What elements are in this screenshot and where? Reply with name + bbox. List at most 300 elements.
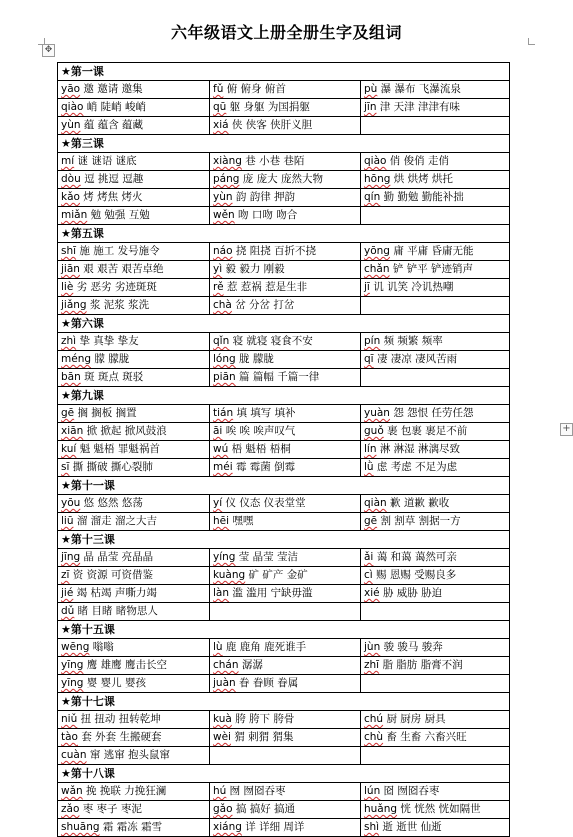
vocab-cell xyxy=(361,585,510,603)
vocab-cell xyxy=(210,567,361,585)
vocab-cell xyxy=(58,747,210,765)
table-row xyxy=(58,495,510,513)
pinyin: cuàn xyxy=(61,749,87,761)
vocab-cell xyxy=(58,585,210,603)
pinyin: gǎo xyxy=(213,803,233,815)
vocab-cell xyxy=(58,153,210,171)
pinyin: xié xyxy=(364,587,380,599)
lesson-header-row xyxy=(58,135,510,153)
character-words: 眷 眷顾 眷属 xyxy=(239,677,299,689)
pinyin: bān xyxy=(61,371,81,383)
vocab-cell xyxy=(361,441,510,459)
pinyin: dǔ xyxy=(61,605,75,617)
document-title: 六年级语文上册全册生字及组词 xyxy=(170,23,402,42)
character-words: 资 资源 可资借鉴 xyxy=(72,569,153,581)
lesson-header-row xyxy=(58,693,510,711)
vocab-cell xyxy=(361,549,510,567)
vocab-cell xyxy=(210,81,361,99)
character-words: 鹿 鹿角 鹿死谁手 xyxy=(225,641,307,653)
vocab-cell xyxy=(58,549,210,567)
character-words: 竭 枯竭 声嘶力竭 xyxy=(76,587,157,599)
table-row xyxy=(58,207,510,225)
table-row xyxy=(58,441,510,459)
vocab-cell xyxy=(361,351,510,369)
vocab-cell xyxy=(58,567,210,585)
lesson-header-row xyxy=(58,315,510,333)
vocab-cell xyxy=(361,729,510,747)
pinyin: kuí xyxy=(61,443,77,455)
vocab-cell xyxy=(361,81,510,99)
vocab-cell xyxy=(58,675,210,693)
vocab-cell xyxy=(361,513,510,531)
vocab-cell xyxy=(58,603,210,621)
pinyin: tào xyxy=(61,731,78,743)
pinyin: zhì xyxy=(61,335,77,347)
pinyin: gē xyxy=(364,515,378,527)
vocab-cell xyxy=(210,729,361,747)
character-words: 鹰 雄鹰 鹰击长空 xyxy=(86,659,167,671)
table-row xyxy=(58,297,510,315)
character-words: 怨 怨恨 任劳任怨 xyxy=(393,407,474,419)
pinyin: yōu xyxy=(61,497,81,509)
vocab-cell xyxy=(361,279,510,297)
lesson-heading: ★第十五课 xyxy=(58,621,510,639)
vocab-cell xyxy=(361,459,510,477)
vocab-cell xyxy=(210,675,361,693)
character-words: 邀 邀请 邀集 xyxy=(83,83,143,95)
vocab-cell xyxy=(210,261,361,279)
vocab-cell xyxy=(58,243,210,261)
pinyin: zhī xyxy=(364,659,380,671)
character-words: 畜 生畜 六畜兴旺 xyxy=(386,731,467,743)
pinyin: yí xyxy=(213,497,223,509)
vocab-cell xyxy=(361,603,510,621)
pinyin: qī xyxy=(364,353,374,365)
character-words: 胯 胯下 胯骨 xyxy=(235,713,295,725)
lesson-header-row xyxy=(58,387,510,405)
vocab-cell xyxy=(361,207,510,225)
table-row xyxy=(58,711,510,729)
character-words: 详 详细 周详 xyxy=(245,821,305,833)
pinyin: wèi xyxy=(213,731,231,743)
character-words: 勤 勤勉 勤能补拙 xyxy=(383,191,464,203)
pinyin: làn xyxy=(213,587,230,599)
character-words: 施 施工 发号施令 xyxy=(79,245,160,257)
vocab-cell xyxy=(210,639,361,657)
vocab-cell xyxy=(58,351,210,369)
character-words: 填 填写 填补 xyxy=(236,407,296,419)
vocab-cell xyxy=(210,189,361,207)
character-words: 淋 淋湿 淋漓尽致 xyxy=(379,443,461,455)
table-row xyxy=(58,549,510,567)
pinyin: yì xyxy=(213,263,223,275)
table-row xyxy=(58,747,510,765)
vocab-cell xyxy=(361,675,510,693)
vocab-cell xyxy=(361,171,510,189)
character-words: 挠 阻挠 百折不挠 xyxy=(235,245,317,257)
table-row xyxy=(58,585,510,603)
vocab-cell xyxy=(361,333,510,351)
pinyin: wǎn xyxy=(61,785,83,797)
character-words: 莹 晶莹 莹洁 xyxy=(238,551,298,563)
table-row xyxy=(58,333,510,351)
table-row xyxy=(58,459,510,477)
character-words: 俯 俯身 俯首 xyxy=(226,83,286,95)
pinyin: xiá xyxy=(213,119,229,131)
pinyin: jié xyxy=(61,587,74,599)
pinyin: liè xyxy=(61,281,74,293)
character-words: 朦 朦胧 xyxy=(94,353,130,365)
pinyin: huǎng xyxy=(364,803,398,815)
vocab-cell xyxy=(361,117,510,135)
pinyin: qiàn xyxy=(364,497,387,509)
pinyin: niǔ xyxy=(61,713,78,725)
pinyin: miǎn xyxy=(61,209,88,221)
table-row xyxy=(58,243,510,261)
vocab-cell xyxy=(210,207,361,225)
character-words: 搁 搁板 搁置 xyxy=(77,407,137,419)
pinyin: chú xyxy=(364,713,384,725)
vocab-cell xyxy=(361,369,510,387)
pinyin: jiān xyxy=(61,263,80,275)
character-words: 蕴 蕴含 蕴藏 xyxy=(83,119,144,131)
vocab-cell xyxy=(58,459,210,477)
pinyin: zǎo xyxy=(61,803,80,815)
vocab-cell xyxy=(210,333,361,351)
character-words: 逗 挑逗 逗趣 xyxy=(84,173,144,185)
pinyin: qiào xyxy=(61,101,84,113)
character-words: 魁 魁梧 罪魁祸首 xyxy=(79,443,160,455)
pinyin: qǐn xyxy=(213,335,230,347)
vocab-cell xyxy=(210,657,361,675)
vocab-cell xyxy=(361,405,510,423)
vocab-cell xyxy=(58,495,210,513)
table-row xyxy=(58,369,510,387)
pinyin: lǜ xyxy=(364,461,374,473)
character-words: 勉 勉强 互勉 xyxy=(90,209,150,221)
character-words: 谜 谜语 谜底 xyxy=(77,155,137,167)
pinyin: qín xyxy=(364,191,381,203)
character-words: 猬 刺猬 猬集 xyxy=(234,731,294,743)
vocab-cell xyxy=(361,711,510,729)
pinyin: chǎn xyxy=(364,263,390,275)
character-words: 掀 掀起 掀风鼓浪 xyxy=(86,425,167,437)
lesson-heading: ★第十八课 xyxy=(58,765,510,783)
pinyin: jī xyxy=(364,281,370,293)
vocab-cell xyxy=(361,153,510,171)
table-row xyxy=(58,513,510,531)
table-row xyxy=(58,567,510,585)
character-words: 骏 骏马 骏奔 xyxy=(383,641,443,653)
pinyin: shī xyxy=(61,245,77,257)
vocab-cell xyxy=(58,297,210,315)
vocab-cell xyxy=(58,99,210,117)
character-words: 唉 唉 唉声叹气 xyxy=(225,425,296,437)
lesson-heading: ★第五课 xyxy=(58,225,510,243)
character-words: 婴 婴儿 婴孩 xyxy=(86,677,146,689)
table-row xyxy=(58,783,510,801)
table-row xyxy=(58,99,510,117)
vocab-cell xyxy=(210,711,361,729)
vocab-cell xyxy=(58,117,210,135)
pinyin: wēng xyxy=(61,641,90,653)
vocab-cell xyxy=(210,99,361,117)
pinyin: shuāng xyxy=(61,821,100,833)
table-row xyxy=(58,819,510,837)
character-words: 挽 挽联 力挽狂澜 xyxy=(86,785,167,797)
character-words: 梧 魁梧 梧桐 xyxy=(231,443,291,455)
table-row xyxy=(58,81,510,99)
character-words: 庸 平庸 昏庸无能 xyxy=(393,245,474,257)
character-words: 赐 恩赐 受赐良多 xyxy=(376,569,457,581)
pinyin: méng xyxy=(61,353,92,365)
character-words: 歉 道歉 歉收 xyxy=(390,497,450,509)
character-words: 霉 霉菌 倒霉 xyxy=(235,461,296,473)
character-words: 套 外套 生搬硬套 xyxy=(81,731,162,743)
character-words: 仪 仪态 仪表堂堂 xyxy=(225,497,306,509)
pinyin: pù xyxy=(364,83,378,95)
pinyin: méi xyxy=(213,461,233,473)
pinyin: yōng xyxy=(364,245,390,257)
character-words: 嗡嗡 xyxy=(92,641,114,653)
vocab-cell xyxy=(361,639,510,657)
vocab-cell xyxy=(210,405,361,423)
lesson-heading: ★第十七课 xyxy=(58,693,510,711)
pinyin: yuàn xyxy=(364,407,390,419)
table-row xyxy=(58,261,510,279)
vocab-cell xyxy=(58,261,210,279)
pinyin: xiān xyxy=(61,425,84,437)
vocab-cell xyxy=(58,441,210,459)
character-words: 搞 搞好 搞通 xyxy=(235,803,296,815)
lesson-heading: ★第三课 xyxy=(58,135,510,153)
table-row xyxy=(58,171,510,189)
character-words: 嘿嘿 xyxy=(232,515,254,527)
vocab-cell xyxy=(58,189,210,207)
vocab-cell xyxy=(361,99,510,117)
vocab-cell xyxy=(58,711,210,729)
vocab-cell xyxy=(58,423,210,441)
vocab-cell xyxy=(58,729,210,747)
table-row xyxy=(58,675,510,693)
pinyin: yīng xyxy=(61,677,84,689)
vocab-cell xyxy=(58,639,210,657)
pinyin: pín xyxy=(364,335,381,347)
pinyin: gē xyxy=(61,407,75,419)
character-words: 割 割草 割据一方 xyxy=(380,515,461,527)
character-words: 厨 厨房 厨具 xyxy=(386,713,446,725)
lesson-heading: ★第九课 xyxy=(58,387,510,405)
pinyin: lù xyxy=(213,641,223,653)
vocab-cell xyxy=(210,297,361,315)
vocab-cell xyxy=(361,783,510,801)
character-words: 滥 滥用 宁缺毋滥 xyxy=(232,587,313,599)
vocab-cell xyxy=(58,207,210,225)
pinyin: qū xyxy=(213,101,227,113)
pinyin: hēi xyxy=(213,515,230,527)
character-words: 悠 悠然 悠荡 xyxy=(83,497,143,509)
character-words: 躯 身躯 为国捐躯 xyxy=(229,101,310,113)
vocab-cell xyxy=(210,423,361,441)
vocab-cell xyxy=(58,513,210,531)
character-words: 烘 烘烤 烘托 xyxy=(393,173,453,185)
character-words: 俏 俊俏 走俏 xyxy=(389,155,449,167)
pinyin: yīng xyxy=(61,659,84,671)
vocab-cell xyxy=(210,549,361,567)
character-words: 凄 凄凉 凄风苦雨 xyxy=(376,353,458,365)
character-words: 胧 朦胧 xyxy=(239,353,274,365)
table-row xyxy=(58,639,510,657)
character-words: 庞 庞大 庞然大物 xyxy=(242,173,323,185)
character-words: 瀑 瀑布 飞瀑流泉 xyxy=(380,83,461,95)
lesson-heading: ★第十三课 xyxy=(58,531,510,549)
character-words: 峭 陡峭 峻峭 xyxy=(86,101,146,113)
character-words: 韵 韵律 押韵 xyxy=(235,191,296,203)
pinyin: shì xyxy=(364,821,380,833)
pinyin: sī xyxy=(61,461,70,473)
table-row xyxy=(58,405,510,423)
pinyin: piān xyxy=(213,371,236,383)
vocab-cell xyxy=(210,117,361,135)
pinyin: kuà xyxy=(213,713,232,725)
character-words: 艰 艰苦 艰苦卓绝 xyxy=(83,263,164,275)
pinyin: tián xyxy=(213,407,234,419)
vocab-cell xyxy=(361,495,510,513)
character-words: 胁 威胁 胁迫 xyxy=(382,587,443,599)
table-row xyxy=(58,117,510,135)
character-words: 恍 恍然 恍如隔世 xyxy=(400,803,481,815)
vocab-cell xyxy=(58,333,210,351)
pinyin: qiào xyxy=(364,155,387,167)
pinyin: zī xyxy=(61,569,70,581)
vocab-cell xyxy=(210,171,361,189)
vocab-cell xyxy=(210,279,361,297)
pinyin: wěn xyxy=(213,209,235,221)
character-words: 枣 枣子 枣泥 xyxy=(82,803,142,815)
table-row xyxy=(58,189,510,207)
pinyin: chán xyxy=(213,659,239,671)
vocab-cell xyxy=(210,441,361,459)
pinyin: kǎo xyxy=(61,191,80,203)
pinyin: páng xyxy=(213,173,240,185)
vocab-cell xyxy=(58,369,210,387)
pinyin: guǒ xyxy=(364,425,384,437)
pinyin: chù xyxy=(364,731,384,743)
vocab-cell xyxy=(58,279,210,297)
pinyin: rě xyxy=(213,281,224,293)
character-words: 浆 泥浆 浆洗 xyxy=(89,299,150,311)
vocab-cell xyxy=(361,297,510,315)
pinyin: wú xyxy=(213,443,229,455)
vocab-cell xyxy=(210,603,361,621)
pinyin: kuàng xyxy=(213,569,246,581)
table-row xyxy=(58,351,510,369)
vocab-cell xyxy=(210,369,361,387)
character-words: 扭 扭动 扭转乾坤 xyxy=(80,713,161,725)
table-row xyxy=(58,729,510,747)
table-row xyxy=(58,279,510,297)
vocab-cell xyxy=(210,585,361,603)
character-words: 惹 惹祸 惹是生非 xyxy=(226,281,308,293)
character-words: 囵 囫囵吞枣 xyxy=(383,785,440,797)
character-words: 侠 侠客 侠肝义胆 xyxy=(231,119,313,131)
character-words: 劣 恶劣 劣迹斑斑 xyxy=(76,281,157,293)
pinyin: hú xyxy=(213,785,227,797)
lesson-header-row xyxy=(58,63,510,81)
character-words: 寝 就寝 寝食不安 xyxy=(232,335,313,347)
lesson-header-row xyxy=(58,531,510,549)
vocab-cell xyxy=(210,513,361,531)
pinyin: lóng xyxy=(213,353,236,365)
vocab-cell xyxy=(210,243,361,261)
pinyin: āi xyxy=(213,425,223,437)
lesson-heading: ★第十一课 xyxy=(58,477,510,495)
character-words: 烤 烤焦 烤火 xyxy=(83,191,143,203)
pinyin: cì xyxy=(364,569,373,581)
pinyin: jīn xyxy=(364,101,377,113)
pinyin: ǎi xyxy=(364,551,374,563)
character-words: 虑 考虑 不足为虑 xyxy=(376,461,458,473)
pinyin: yíng xyxy=(213,551,236,563)
pinyin: yùn xyxy=(213,191,233,203)
character-words: 巷 小巷 巷陌 xyxy=(245,155,305,167)
table-row xyxy=(58,153,510,171)
character-words: 溜 溜走 溜之大吉 xyxy=(76,515,158,527)
table-move-handle-icon[interactable]: ✥ xyxy=(42,44,55,57)
add-row-handle-icon[interactable]: + xyxy=(560,423,573,436)
vocab-cell xyxy=(58,783,210,801)
character-words: 频 频繁 频率 xyxy=(383,335,443,347)
vocab-cell xyxy=(361,819,510,837)
pinyin: dòu xyxy=(61,173,81,185)
pinyin: hōng xyxy=(364,173,391,185)
character-words: 斑 斑点 斑驳 xyxy=(84,371,144,383)
vocab-cell xyxy=(361,567,510,585)
vocab-cell xyxy=(361,243,510,261)
character-words: 撕 撕破 撕心裂肺 xyxy=(72,461,153,473)
table-row xyxy=(58,423,510,441)
vocab-cell xyxy=(210,747,361,765)
character-words: 吻 口吻 吻合 xyxy=(238,209,298,221)
character-words: 蔼 和蔼 蔼然可亲 xyxy=(376,551,457,563)
vocab-cell xyxy=(210,459,361,477)
vocab-cell xyxy=(361,747,510,765)
table-row xyxy=(58,657,510,675)
character-words: 讥 讥笑 冷讥热嘲 xyxy=(373,281,454,293)
character-words: 裹 包裹 裹足不前 xyxy=(387,425,468,437)
pinyin: xiáng xyxy=(213,821,242,833)
vocab-cell xyxy=(210,819,361,837)
vocab-cell xyxy=(210,783,361,801)
character-words: 囫 囫囵吞枣 xyxy=(229,785,286,797)
character-words: 霜 霜冻 霜雪 xyxy=(102,821,163,833)
vocab-cell xyxy=(361,261,510,279)
lesson-header-row xyxy=(58,765,510,783)
pinyin: yāo xyxy=(61,83,81,95)
character-words: 逝 逝世 仙逝 xyxy=(382,821,442,833)
character-words: 毅 毅力 刚毅 xyxy=(225,263,285,275)
pinyin: juàn xyxy=(213,677,236,689)
lesson-header-row xyxy=(58,225,510,243)
character-words: 睹 目睹 睹物思人 xyxy=(77,605,158,617)
lesson-header-row xyxy=(58,477,510,495)
character-words: 铲 铲平 铲迹销声 xyxy=(392,263,474,275)
vocab-cell xyxy=(210,351,361,369)
pinyin: náo xyxy=(213,245,233,257)
character-words: 挚 真挚 挚友 xyxy=(79,335,139,347)
vocab-cell xyxy=(210,495,361,513)
character-words: 篇 篇幅 千篇一律 xyxy=(239,371,320,383)
